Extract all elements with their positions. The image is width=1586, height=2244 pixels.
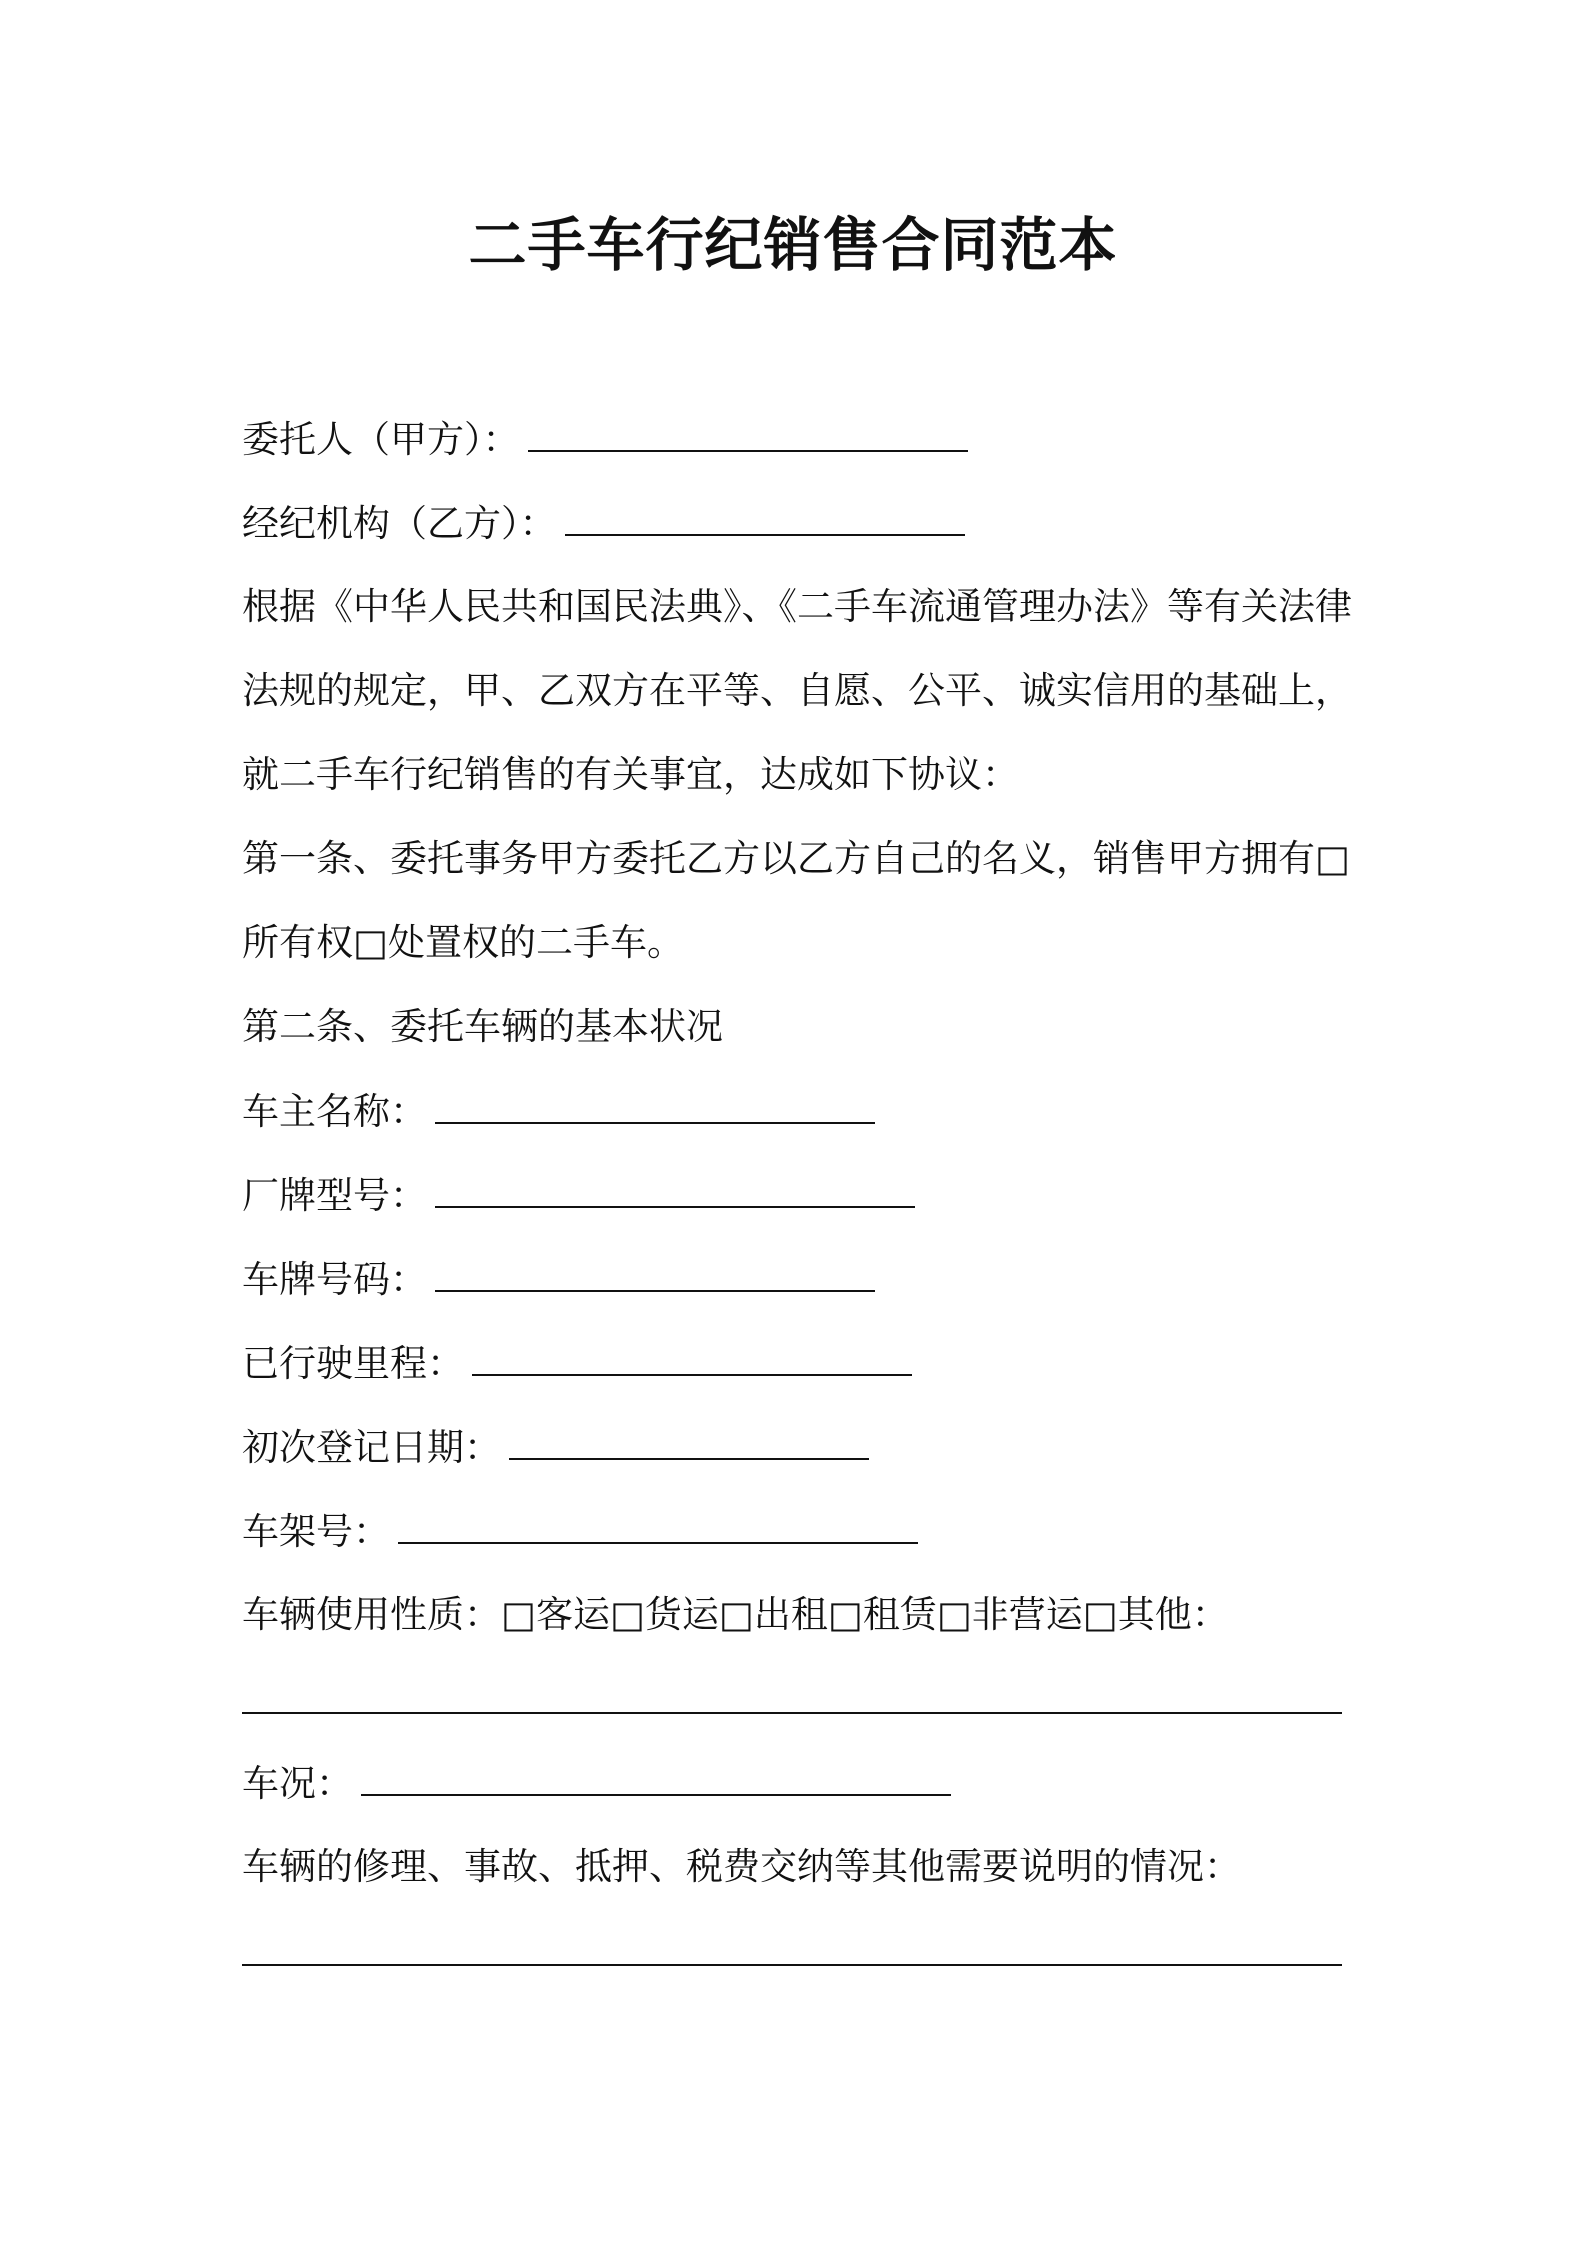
- vin-blank[interactable]: [398, 1504, 918, 1544]
- first-registration-blank[interactable]: [509, 1420, 869, 1460]
- agency-line: [242, 496, 965, 551]
- other-info-blank[interactable]: [242, 1964, 1342, 1966]
- preamble-line-3: 就二手车行纪销售的有关事宜，达成如下协议：: [242, 753, 1019, 796]
- principal-label: 委托人（甲方）：: [242, 418, 520, 461]
- preamble-line-2: 法规的规定，甲、乙双方在平等、自愿、公平、诚实信用的基础上，: [242, 669, 1352, 712]
- brand-model-label: 厂牌型号：: [242, 1174, 427, 1217]
- mileage-blank[interactable]: [472, 1336, 912, 1376]
- owner-name-line: [242, 1084, 875, 1139]
- brand-model-line: [242, 1168, 915, 1223]
- agency-label: 经纪机构（乙方）：: [242, 502, 557, 545]
- document-title: 二手车行纪销售合同范本: [468, 211, 1118, 279]
- owner-name-label: 车主名称：: [242, 1090, 427, 1133]
- condition-blank[interactable]: [361, 1756, 951, 1796]
- other-info-line: 车辆的修理、事故、抵押、税费交纳等其他需要说明的情况：: [242, 1845, 1241, 1888]
- agency-blank[interactable]: [565, 496, 965, 536]
- mileage-line: [242, 1336, 912, 1391]
- brand-model-blank[interactable]: [435, 1168, 915, 1208]
- first-registration-line: [242, 1420, 869, 1475]
- principal-line: [242, 412, 968, 467]
- usage-other-blank[interactable]: [242, 1712, 1342, 1714]
- vin-line: [242, 1504, 918, 1559]
- condition-label: 车况：: [242, 1762, 353, 1805]
- condition-line: [242, 1756, 951, 1811]
- owner-name-blank[interactable]: [435, 1084, 875, 1124]
- article1-line-1: 第一条、委托事务甲方委托乙方以乙方自己的名义，销售甲方拥有□: [242, 837, 1350, 880]
- usage-type-line: 车辆使用性质：□客运□货运□出租□租赁□非营运□其他：: [242, 1593, 1229, 1636]
- principal-blank[interactable]: [528, 412, 968, 452]
- preamble-line-1: 根据《中华人民共和国民法典》、《二手车流通管理办法》等有关法律: [242, 585, 1352, 628]
- plate-number-label: 车牌号码：: [242, 1258, 427, 1301]
- plate-number-blank[interactable]: [435, 1252, 875, 1292]
- article1-line-2: 所有权□处置权的二手车。: [242, 921, 684, 964]
- vin-label: 车架号：: [242, 1510, 390, 1553]
- article2-heading: 第二条、委托车辆的基本状况: [242, 1005, 723, 1048]
- first-registration-label: 初次登记日期：: [242, 1426, 501, 1469]
- mileage-label: 已行驶里程：: [242, 1342, 464, 1385]
- plate-number-line: [242, 1252, 875, 1307]
